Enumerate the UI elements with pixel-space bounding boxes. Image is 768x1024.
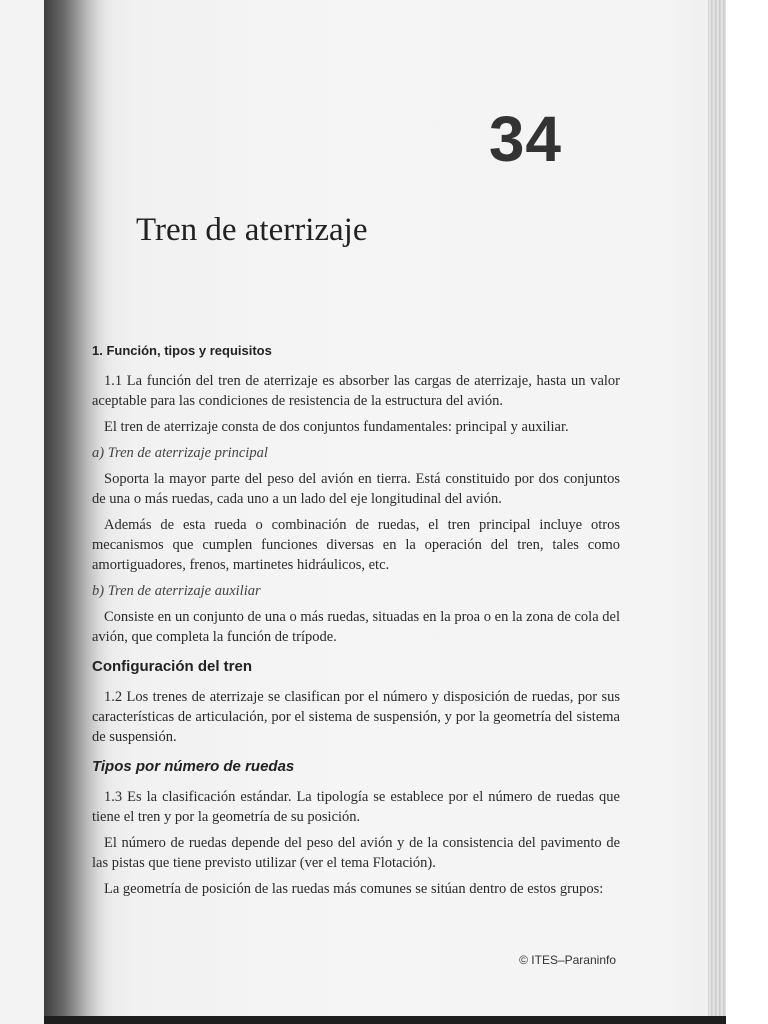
subheading-main-gear: a) Tren de aterrizaje principal — [92, 445, 268, 461]
paragraph: Consiste en un conjunto de una o más ruedas, situadas en la proa o en la zona de cola del avión, que completa la función de trípode. — [92, 609, 620, 645]
paragraph: 1.1 La función del tren de aterrizaje es absorber las cargas de aterrizaje, hasta un valor aceptable para las condiciones de resistencia de la estructura del avión. — [92, 373, 620, 409]
publisher-footer: © ITES–Paraninfo — [519, 953, 616, 967]
config-heading: Configuración del tren — [92, 658, 253, 675]
paragraph: La geometría de posición de las ruedas más comunes se sitúan dentro de estos grupos: — [104, 881, 604, 897]
scan-margin-left — [0, 0, 44, 1024]
paragraph: 1.2 Los trenes de aterrizaje se clasifican por el número y disposición de ruedas, por sus características de articulación, por el sistema de suspensión, y por la geometría del sistema de suspensión. — [92, 689, 620, 745]
subheading-auxiliary-gear: b) Tren de aterrizaje auxiliar — [92, 583, 261, 599]
paragraph: El número de ruedas depende del peso del avión y de la consistencia del pavimento de las pistas que tiene previsto utilizar (ver el tema Flotación). — [92, 835, 620, 871]
section-heading: 1. Función, tipos y requisitos — [92, 343, 272, 358]
paragraph: El tren de aterrizaje consta de dos conjuntos fundamentales: principal y auxiliar. — [104, 419, 569, 435]
chapter-number: 34 — [488, 103, 562, 175]
chapter-body — [92, 341, 620, 905]
page-bottom-edge — [44, 1016, 726, 1024]
wheel-types-heading: Tipos por número de ruedas — [92, 758, 295, 775]
scan-margin-right — [726, 0, 768, 1024]
page-edge — [708, 0, 726, 1024]
paragraph: 1.3 Es la clasificación estándar. La tipología se establece por el número de ruedas que tiene el tren y por la geometría de su posición. — [92, 789, 620, 825]
chapter-title: Tren de aterrizaje — [136, 212, 368, 248]
paragraph: Además de esta rueda o combinación de ruedas, el tren principal incluye otros mecanismos que cumplen funciones diversas en la operación del tren, tales como amortiguadores, frenos, martinetes hidráulicos, etc. — [92, 517, 620, 573]
paragraph: Soporta la mayor parte del peso del avión en tierra. Está constituido por dos conjuntos de una o más ruedas, cada uno a un lado del eje longitudinal del avión. — [92, 471, 620, 507]
